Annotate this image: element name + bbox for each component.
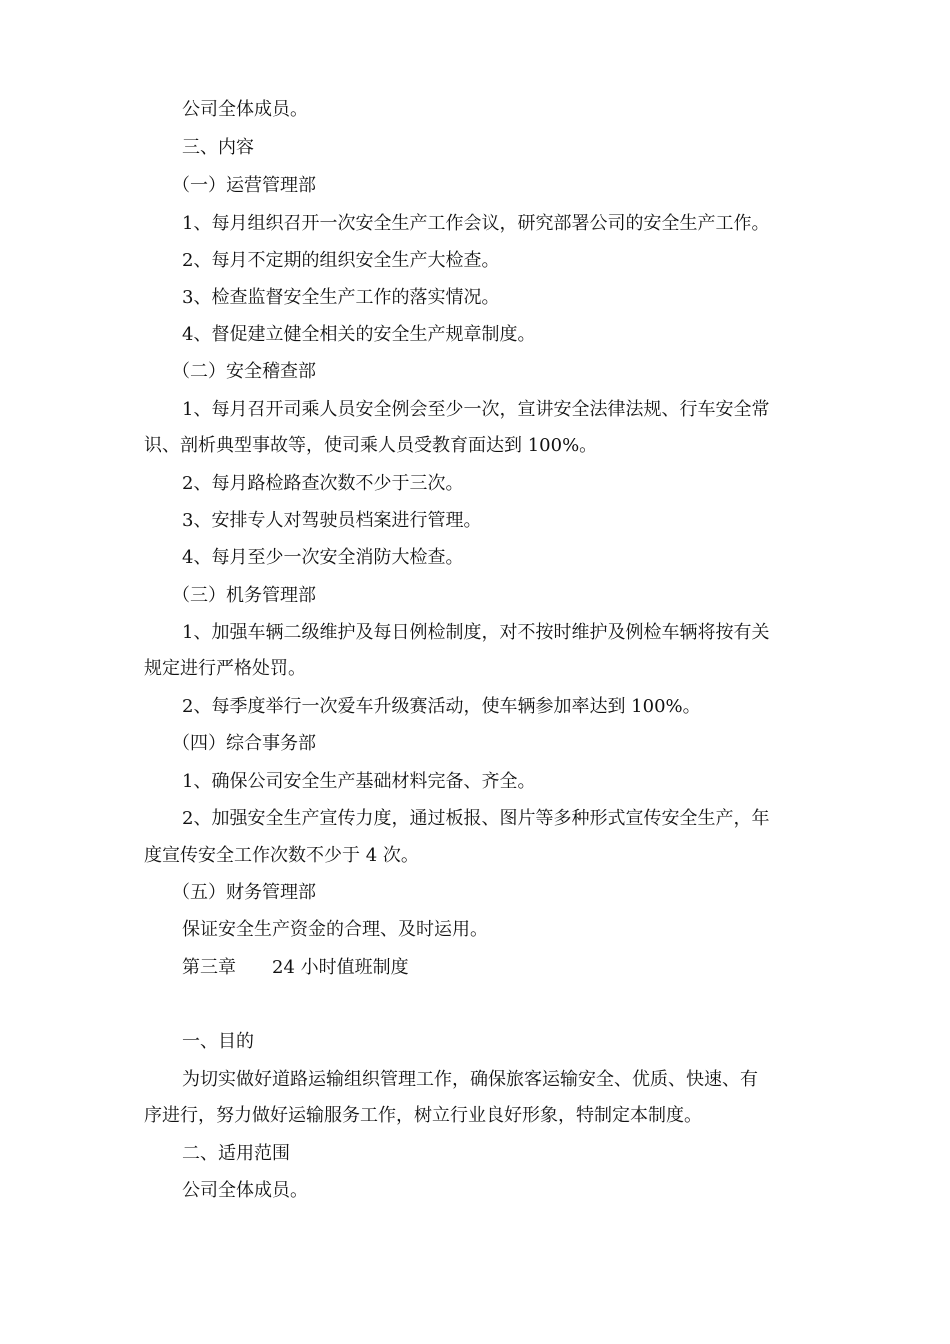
paragraph: 公司全体成员。 <box>182 1180 308 1201</box>
subsection-heading: （二）安全稽查部 <box>172 361 316 382</box>
paragraph: 2、加强安全生产宣传力度，通过板报、图片等多种形式宣传安全生产，年 <box>182 808 770 829</box>
paragraph: 2、每季度举行一次爱车升级赛活动，使车辆参加率达到 100%。 <box>182 696 701 717</box>
paragraph: 3、检查监督安全生产工作的落实情况。 <box>182 287 500 308</box>
paragraph: 1、每月召开司乘人员安全例会至少一次，宣讲安全法律法规、行车安全常 <box>182 399 770 420</box>
paragraph: 1、每月组织召开一次安全生产工作会议，研究部署公司的安全生产工作。 <box>182 213 770 234</box>
paragraph: 1、确保公司安全生产基础材料完备、齐全。 <box>182 771 536 792</box>
paragraph: 2、每月不定期的组织安全生产大检查。 <box>182 250 500 271</box>
paragraph-continuation: 度宣传安全工作次数不少于 4 次。 <box>144 845 419 866</box>
paragraph: 公司全体成员。 <box>182 99 308 120</box>
section-heading: 一、目的 <box>182 1031 254 1052</box>
chapter-heading: 第三章 24 小时值班制度 <box>182 957 409 978</box>
subsection-heading: （一）运营管理部 <box>172 175 316 196</box>
paragraph: 2、每月路检路查次数不少于三次。 <box>182 473 464 494</box>
paragraph-continuation: 规定进行严格处罚。 <box>144 658 306 679</box>
subsection-heading: （五）财务管理部 <box>172 882 316 903</box>
paragraph: 4、每月至少一次安全消防大检查。 <box>182 547 464 568</box>
subsection-heading: （四）综合事务部 <box>172 733 316 754</box>
paragraph: 1、加强车辆二级维护及每日例检制度，对不按时维护及例检车辆将按有关 <box>182 622 770 643</box>
paragraph: 4、督促建立健全相关的安全生产规章制度。 <box>182 324 536 345</box>
paragraph-continuation: 序进行，努力做好运输服务工作，树立行业良好形象，特制定本制度。 <box>144 1105 702 1126</box>
paragraph: 3、安排专人对驾驶员档案进行管理。 <box>182 510 482 531</box>
section-heading: 三、内容 <box>182 137 254 158</box>
paragraph: 为切实做好道路运输组织管理工作，确保旅客运输安全、优质、快速、有 <box>182 1069 758 1090</box>
paragraph-continuation: 识、剖析典型事故等，使司乘人员受教育面达到 100%。 <box>144 435 598 456</box>
section-heading: 二、适用范围 <box>182 1143 290 1164</box>
subsection-heading: （三）机务管理部 <box>172 585 316 606</box>
paragraph: 保证安全生产资金的合理、及时运用。 <box>182 919 488 940</box>
